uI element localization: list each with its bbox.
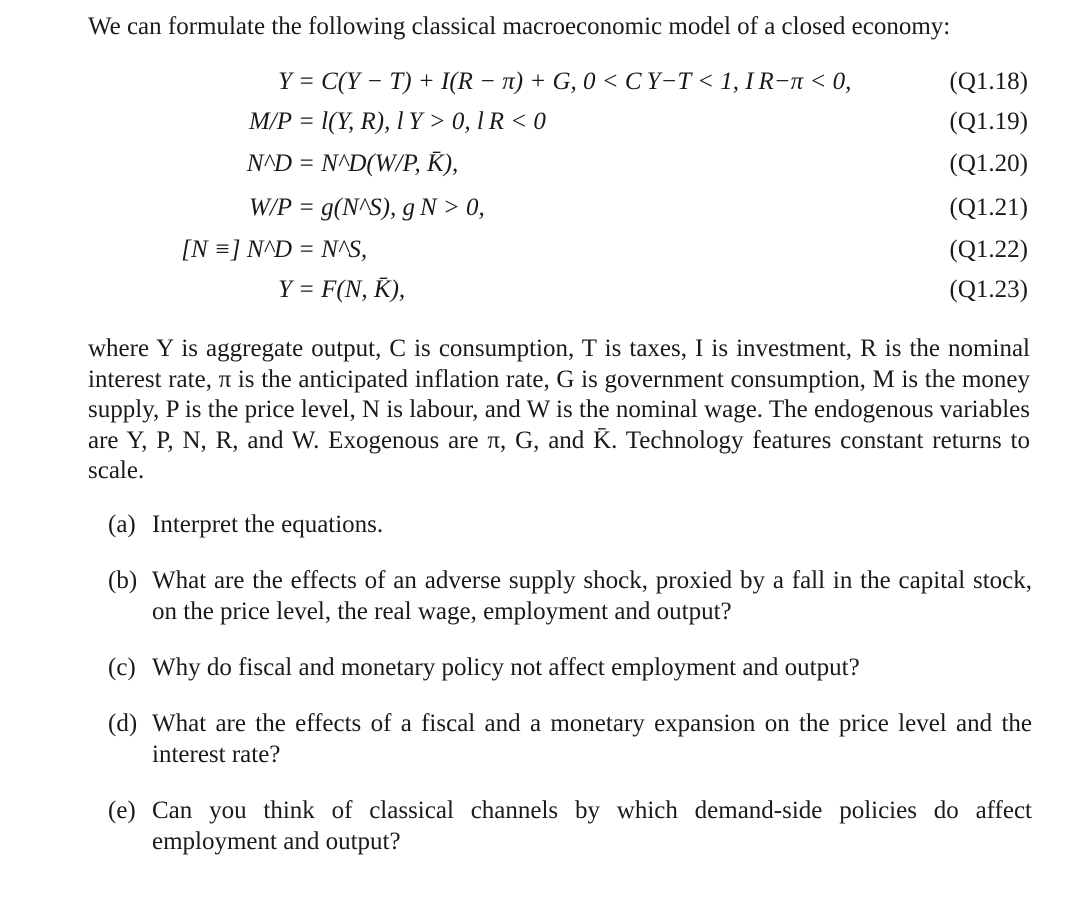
equation-q1-21 [0,194,1080,234]
equation-lhs: W/P [248,194,292,221]
question-label: (b) [108,567,138,594]
equation-rhs: = l(Y, R), l Y > 0, l R < 0 [298,108,546,135]
equation-lhs: Y [278,68,292,95]
equation-rhs: = N^S, [298,236,368,263]
equation-q1-22 [0,236,1080,276]
question-text: Why do fiscal and monetary policy not affect employment and output? [152,654,860,681]
equation-lhs: M/P [248,108,292,135]
equation-rhs: = C(Y − T) + I(R − π) + G, 0 < C Y−T < 1, I R−π < 0, [298,68,852,95]
variable-definitions-paragraph: where Y is aggregate output, C is consumption, T is taxes, I is investment, R is the nominal interest rate, π is the anticipated inflation rate, G is government consumption, M is the money supply, P is the price level, N is labour, and W is the nominal wage. The endogenous variables are Y, P, N, R, and W. Exogenous are π, G, and K̄. Technology features constant returns to scale. [88,335,1030,484]
equation-number: (Q1.21) [949,194,1028,221]
question-text: What are the effects of a fiscal and a monetary expansion on the price level and the interest rate? [152,710,1032,768]
question-text: What are the effects of an adverse supply shock, proxied by a fall in the capital stock, on the price level, the real wage, employment and output? [152,567,1032,625]
question-text: Interpret the equations. [152,511,384,538]
equation-q1-23 [0,276,1080,316]
equation-rhs: = F(N, K̄), [298,276,406,303]
equation-number: (Q1.20) [949,150,1028,177]
equation-number: (Q1.19) [949,108,1028,135]
equation-rhs: = g(N^S), g N > 0, [298,194,485,221]
equation-number: (Q1.22) [949,236,1028,263]
question-label: (a) [108,511,136,538]
equation-number: (Q1.18) [949,68,1028,95]
equation-q1-20 [0,150,1080,190]
equation-q1-19 [0,108,1080,148]
equation-lhs: [N ≡] N^D [181,236,292,263]
equation-lhs: Y [278,276,292,303]
equation-rhs: = N^D(W/P, K̄), [298,150,459,177]
question-label: (c) [108,654,136,681]
intro-text: We can formulate the following classical macroeconomic model of a closed economy: [88,13,951,40]
question-text: Can you think of classical channels by which demand-side policies do affect employment and output? [152,797,1032,855]
equation-number: (Q1.23) [949,276,1028,303]
equation-lhs: N^D [246,150,292,177]
question-label: (d) [108,710,138,737]
question-label: (e) [108,797,136,824]
equation-q1-18 [0,68,1080,108]
